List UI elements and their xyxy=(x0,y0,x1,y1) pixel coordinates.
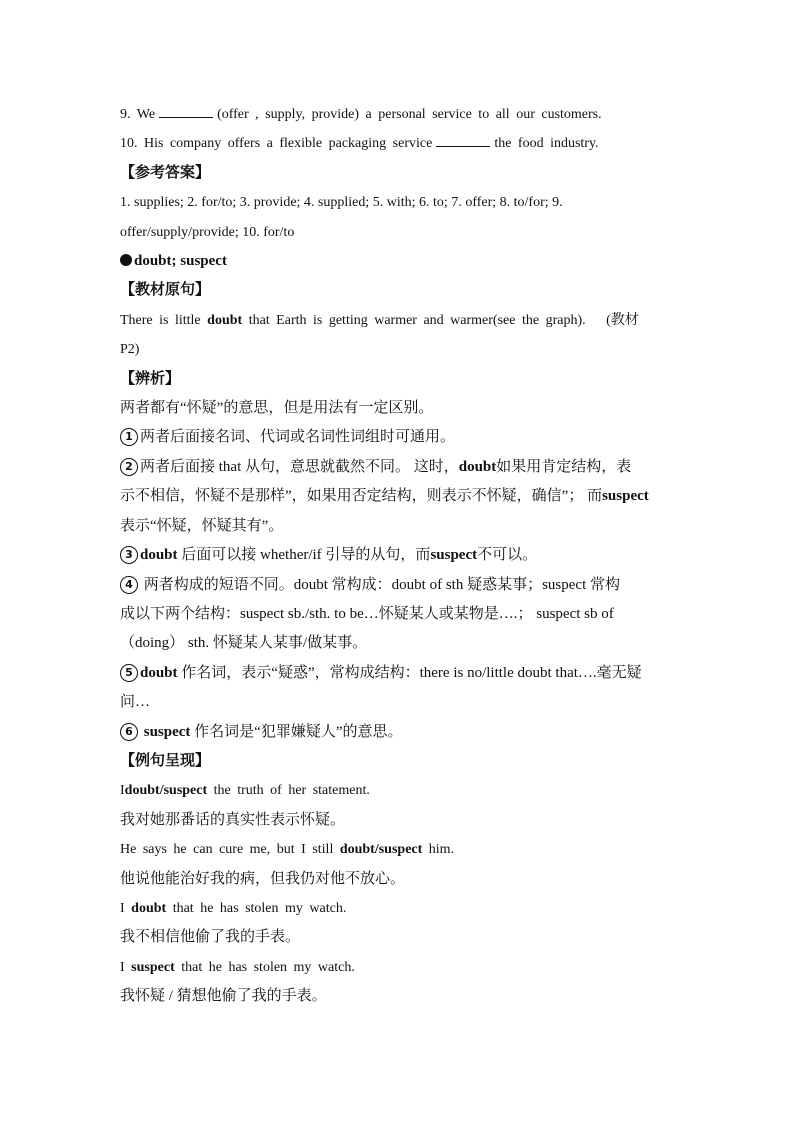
example-text: that he has stolen my watch. xyxy=(181,959,355,975)
example-3-en xyxy=(120,894,676,923)
textbook-heading: 【教材原句】 xyxy=(120,282,211,299)
point-text: 两者构成的短语不同。doubt 常构成：doubt of sth 疑惑某事；suspect 常构 xyxy=(143,576,620,593)
answers-heading: 【参考答案】 xyxy=(120,164,211,181)
exercise-9 xyxy=(120,100,676,129)
exercise-10-start: 10. His company offers a flexible packaging service xyxy=(120,136,433,152)
keyword: suspect xyxy=(430,547,478,564)
textbook-source: P2) xyxy=(120,342,140,358)
exercise-9-end: (offer , supply, provide) a personal service to all our customers. xyxy=(217,107,602,122)
point-text: 不可以。 xyxy=(477,547,538,564)
analysis-point-5 xyxy=(120,659,676,688)
circled-number: 5 xyxy=(120,664,138,682)
bullet-icon xyxy=(120,254,132,266)
example-4-zh: 我怀疑 / 猜想他偷了我的手表。 xyxy=(120,988,327,1005)
analysis-point-2-cont xyxy=(120,482,676,511)
keyword: suspect xyxy=(143,723,191,740)
answers-line-1: 1. supplies; 2. for/to; 3. provide; 4. supplied; 5. with; 6. to; 7. offer; 8. to/for; 9. xyxy=(120,195,563,211)
keyword: suspect xyxy=(602,488,649,505)
analysis-point-1 xyxy=(120,423,676,452)
point-text: 示不相信，怀疑不是那样”，如果用否定结构，则表示不怀疑，确信”； 而 xyxy=(120,488,603,505)
point-text: 后面可以接 whether/if 引导的从句，而 xyxy=(181,547,431,564)
example-text: I xyxy=(120,959,125,975)
sentence-text: There is little xyxy=(120,312,201,328)
exercise-10-end: the food industry. xyxy=(494,136,599,152)
answers-line-2: offer/supply/provide; 10. for/to xyxy=(120,224,295,240)
example-text: the truth of her statement. xyxy=(213,783,370,799)
topic-title xyxy=(120,247,676,276)
example-2-en xyxy=(120,835,676,864)
exercise-10 xyxy=(120,129,676,158)
example-2-zh: 他说他能治好我的病，但我仍对他不放心。 xyxy=(120,870,406,887)
analysis-point-2-end: 表示“怀疑，怀疑其有”。 xyxy=(120,517,284,534)
textbook-sentence xyxy=(120,306,676,335)
keyword: doubt xyxy=(140,547,178,564)
keyword: suspect xyxy=(131,959,175,975)
document-page xyxy=(120,100,676,1012)
example-1-en xyxy=(120,776,676,805)
circled-number: 3 xyxy=(120,546,138,564)
example-3-zh: 我不相信他偷了我的手表。 xyxy=(120,929,301,946)
answer-blank xyxy=(159,116,213,118)
keyword: doubt xyxy=(140,664,178,681)
point-text: 作名词，表示“疑惑”，常构成结构：there is no/little doubt that….毫无疑 xyxy=(181,664,642,681)
point-text: 两者后面接名词、代词或名词性词组时可通用。 xyxy=(140,429,456,446)
example-text: He says he can cure me, but I still xyxy=(120,842,334,858)
analysis-point-2 xyxy=(120,453,676,482)
analysis-point-3 xyxy=(120,541,676,570)
example-text: that he has stolen my watch. xyxy=(172,900,347,916)
keyword: doubt xyxy=(207,312,243,328)
circled-number: 6 xyxy=(120,723,138,741)
circled-number: 4 xyxy=(120,576,138,594)
example-text: I xyxy=(120,900,125,916)
point-text: 两者后面接 that 从句，意思就截然不同。 这时， xyxy=(140,458,459,475)
keyword: doubt/suspect xyxy=(339,842,423,858)
analysis-point-5-end: 问… xyxy=(120,694,151,711)
example-text: him. xyxy=(428,842,455,858)
sentence-text: that Earth is getting warmer and warmer(see the graph). xyxy=(248,312,586,328)
keyword: doubt/suspect xyxy=(124,783,208,799)
analysis-point-4-end: （doing） sth. 怀疑某人某事/做某事。 xyxy=(120,635,368,652)
keyword: doubt xyxy=(131,900,167,916)
example-text: I xyxy=(120,783,125,799)
keyword: doubt xyxy=(458,458,497,475)
exercise-9-start: 9. We xyxy=(120,107,156,122)
example-4-en xyxy=(120,953,676,982)
analysis-heading: 【辨析】 xyxy=(120,370,181,387)
circled-number: 2 xyxy=(120,458,138,476)
examples-heading: 【例句呈现】 xyxy=(120,752,211,769)
point-text: 作名词是“犯罪嫌疑人”的意思。 xyxy=(194,723,403,740)
circled-number: 1 xyxy=(120,428,138,446)
topic-title-text: doubt; suspect xyxy=(134,253,227,270)
point-text: 如果用肯定结构，表 xyxy=(496,458,632,475)
analysis-point-4-cont: 成以下两个结构：suspect sb./sth. to be…怀疑某人或某物是….； suspect sb of xyxy=(120,605,614,622)
analysis-intro: 两者都有“怀疑”的意思，但是用法有一定区别。 xyxy=(120,400,434,417)
source-label: (教材 xyxy=(606,312,639,328)
analysis-point-6 xyxy=(120,718,676,747)
example-1-zh: 我对她那番话的真实性表示怀疑。 xyxy=(120,811,346,828)
answer-blank xyxy=(436,145,490,147)
analysis-point-4 xyxy=(120,571,676,600)
